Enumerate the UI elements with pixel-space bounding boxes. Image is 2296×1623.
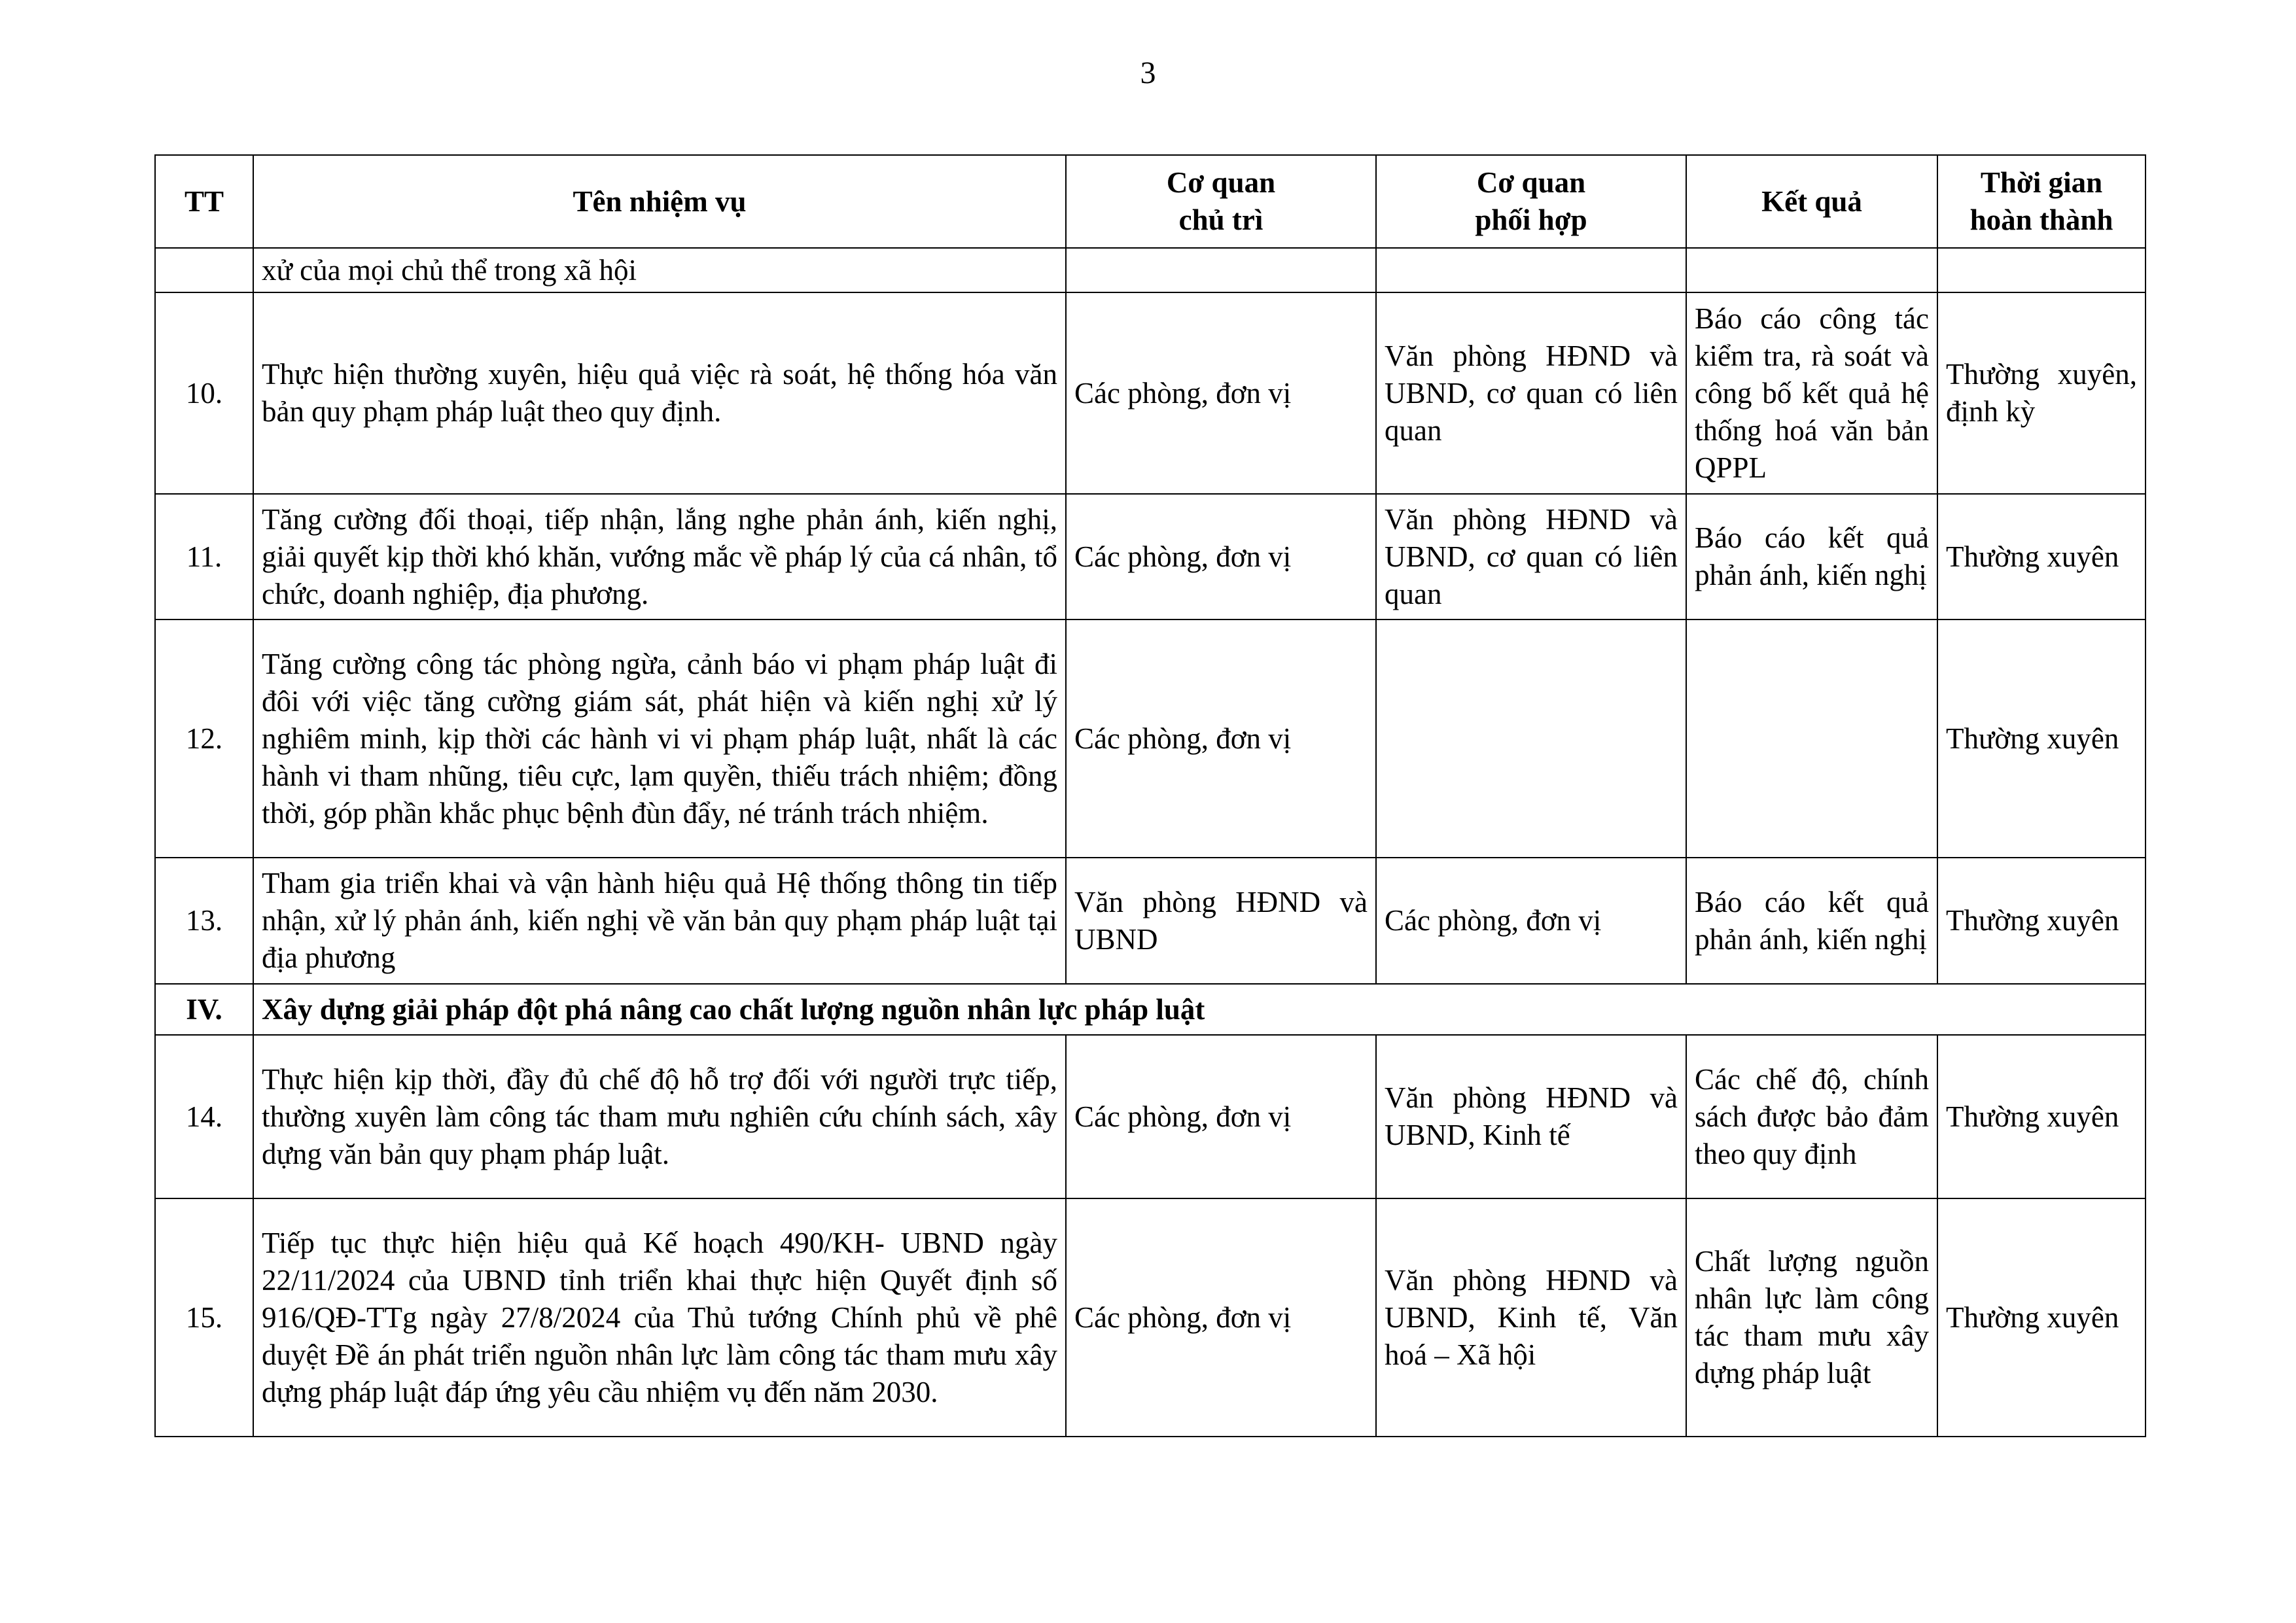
header-time-line1: Thời gian bbox=[1980, 166, 2103, 199]
task-table bbox=[154, 154, 2146, 1437]
table-row bbox=[155, 1035, 2146, 1198]
cell-result bbox=[1686, 620, 1937, 858]
header-lead-line1: Cơ quan bbox=[1166, 166, 1276, 199]
header-deadline bbox=[1937, 155, 2146, 248]
table-header-row bbox=[155, 155, 2146, 248]
cell-lead: Các phòng, đơn vị bbox=[1066, 620, 1376, 858]
header-tt: TT bbox=[155, 155, 253, 248]
cell-result: Báo cáo kết quả phản ánh, kiến nghị bbox=[1686, 858, 1937, 984]
cell-tt: 14. bbox=[155, 1035, 253, 1198]
header-coop-line1: Cơ quan bbox=[1476, 166, 1586, 199]
cell-result: Báo cáo công tác kiểm tra, rà soát và công bố kết quả hệ thống hoá văn bản QPPL bbox=[1686, 292, 1937, 494]
cell-lead bbox=[1066, 248, 1376, 292]
cell-task: Tiếp tục thực hiện hiệu quả Kế hoạch 490/KH- UBND ngày 22/11/2024 của UBND tỉnh triển khai thực hiện Quyết định số 916/QĐ-TTg ngày 27/8/2024 của Thủ tướng Chính phủ về phê duyệt Đề án phát triển nguồn nhân lực làm công tác tham mưu xây dựng pháp luật đáp ứng yêu cầu nhiệm vụ đến năm 2030. bbox=[253, 1198, 1066, 1437]
header-coop-line2: phối hợp bbox=[1475, 203, 1587, 236]
page-number: 3 bbox=[1140, 56, 1156, 90]
cell-tt: 13. bbox=[155, 858, 253, 984]
cell-task: xử của mọi chủ thể trong xã hội bbox=[253, 248, 1066, 292]
cell-lead: Văn phòng HĐND và UBND bbox=[1066, 858, 1376, 984]
cell-time: Thường xuyên, định kỳ bbox=[1937, 292, 2146, 494]
table-row bbox=[155, 620, 2146, 858]
table-row bbox=[155, 292, 2146, 494]
cell-tt: 10. bbox=[155, 292, 253, 494]
cell-lead: Các phòng, đơn vị bbox=[1066, 1198, 1376, 1437]
cell-coop bbox=[1376, 620, 1686, 858]
cell-coop bbox=[1376, 248, 1686, 292]
cell-coop: Các phòng, đơn vị bbox=[1376, 858, 1686, 984]
cell-time: Thường xuyên bbox=[1937, 858, 2146, 984]
cell-task: Tham gia triển khai và vận hành hiệu quả Hệ thống thông tin tiếp nhận, xử lý phản ánh, kiến nghị về văn bản quy phạm pháp luật tại địa phương bbox=[253, 858, 1066, 984]
cell-result: Báo cáo kết quả phản ánh, kiến nghị bbox=[1686, 494, 1937, 620]
cell-result: Chất lượng nguồn nhân lực làm công tác tham mưu xây dựng pháp luật bbox=[1686, 1198, 1937, 1437]
table-row bbox=[155, 494, 2146, 620]
cell-coop: Văn phòng HĐND và UBND, Kinh tế, Văn hoá – Xã hội bbox=[1376, 1198, 1686, 1437]
cell-coop: Văn phòng HĐND và UBND, cơ quan có liên quan bbox=[1376, 494, 1686, 620]
cell-result bbox=[1686, 248, 1937, 292]
cell-task: Thực hiện thường xuyên, hiệu quả việc rà soát, hệ thống hóa văn bản quy phạm pháp luật theo quy định. bbox=[253, 292, 1066, 494]
header-result: Kết quả bbox=[1686, 155, 1937, 248]
header-lead-line2: chủ trì bbox=[1178, 203, 1263, 236]
cell-tt bbox=[155, 248, 253, 292]
cell-coop: Văn phòng HĐND và UBND, cơ quan có liên quan bbox=[1376, 292, 1686, 494]
cell-task: Tăng cường công tác phòng ngừa, cảnh báo vi phạm pháp luật đi đôi với việc tăng cường giám sát, phát hiện và kiến nghị xử lý nghiêm minh, kịp thời các hành vi vi phạm pháp luật, nhất là các hành vi tham nhũng, tiêu cực, lạm quyền, thiếu trách nhiệm; đồng thời, góp phần khắc phục bệnh đùn đẩy, né tránh trách nhiệm. bbox=[253, 620, 1066, 858]
header-task: Tên nhiệm vụ bbox=[253, 155, 1066, 248]
cell-tt: 11. bbox=[155, 494, 253, 620]
cell-coop: Văn phòng HĐND và UBND, Kinh tế bbox=[1376, 1035, 1686, 1198]
cell-task: Thực hiện kịp thời, đầy đủ chế độ hỗ trợ đối với người trực tiếp, thường xuyên làm công tác tham mưu nghiên cứu chính sách, xây dựng văn bản quy phạm pháp luật. bbox=[253, 1035, 1066, 1198]
section-row bbox=[155, 984, 2146, 1035]
header-coop-agency bbox=[1376, 155, 1686, 248]
section-title: Xây dựng giải pháp đột phá nâng cao chất lượng nguồn nhân lực pháp luật bbox=[253, 984, 2146, 1035]
header-lead-agency bbox=[1066, 155, 1376, 248]
cell-lead: Các phòng, đơn vị bbox=[1066, 1035, 1376, 1198]
cell-time: Thường xuyên bbox=[1937, 1035, 2146, 1198]
header-time-line2: hoàn thành bbox=[1969, 203, 2113, 236]
cell-time bbox=[1937, 248, 2146, 292]
cell-time: Thường xuyên bbox=[1937, 1198, 2146, 1437]
section-number: IV. bbox=[155, 984, 253, 1035]
cell-lead: Các phòng, đơn vị bbox=[1066, 494, 1376, 620]
cell-lead: Các phòng, đơn vị bbox=[1066, 292, 1376, 494]
table-row bbox=[155, 1198, 2146, 1437]
cell-tt: 12. bbox=[155, 620, 253, 858]
table-row-continuation bbox=[155, 248, 2146, 292]
cell-tt: 15. bbox=[155, 1198, 253, 1437]
cell-result: Các chế độ, chính sách được bảo đảm theo quy định bbox=[1686, 1035, 1937, 1198]
cell-time: Thường xuyên bbox=[1937, 620, 2146, 858]
cell-task: Tăng cường đối thoại, tiếp nhận, lắng nghe phản ánh, kiến nghị, giải quyết kịp thời khó khăn, vướng mắc về pháp lý của cá nhân, tổ chức, doanh nghiệp, địa phương. bbox=[253, 494, 1066, 620]
cell-time: Thường xuyên bbox=[1937, 494, 2146, 620]
table-row bbox=[155, 858, 2146, 984]
